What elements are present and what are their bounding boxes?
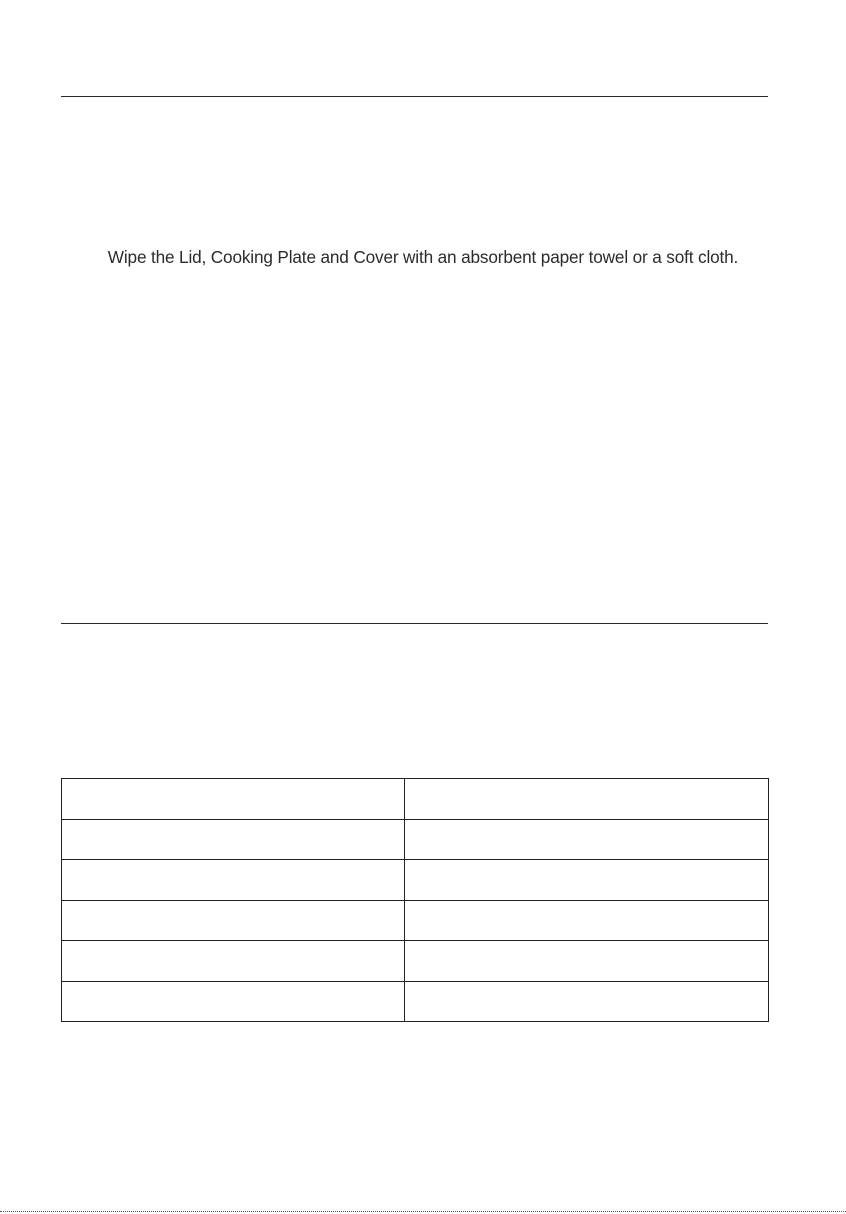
- table-row: [62, 819, 769, 860]
- top-divider: [61, 96, 768, 97]
- table-cell: [62, 819, 405, 860]
- table-cell: [62, 779, 405, 820]
- table-cell: [405, 941, 769, 982]
- table-cell: [62, 900, 405, 941]
- table-cell: [62, 981, 405, 1022]
- table-row: [62, 900, 769, 941]
- table-cell: [405, 819, 769, 860]
- section-divider: [61, 623, 768, 624]
- table-cell: [405, 981, 769, 1022]
- table-row: [62, 941, 769, 982]
- table-row: [62, 860, 769, 901]
- table-cell: [405, 860, 769, 901]
- spec-table: [61, 778, 769, 1022]
- table-row: [62, 779, 769, 820]
- table-cell: [405, 900, 769, 941]
- page-cut-line: [0, 1211, 846, 1212]
- table-cell: [62, 860, 405, 901]
- cleaning-instruction: Wipe the Lid, Cooking Plate and Cover with an absorbent paper towel or a soft cloth.: [107, 247, 739, 268]
- table-cell: [62, 941, 405, 982]
- table-row: [62, 981, 769, 1022]
- table-cell: [405, 779, 769, 820]
